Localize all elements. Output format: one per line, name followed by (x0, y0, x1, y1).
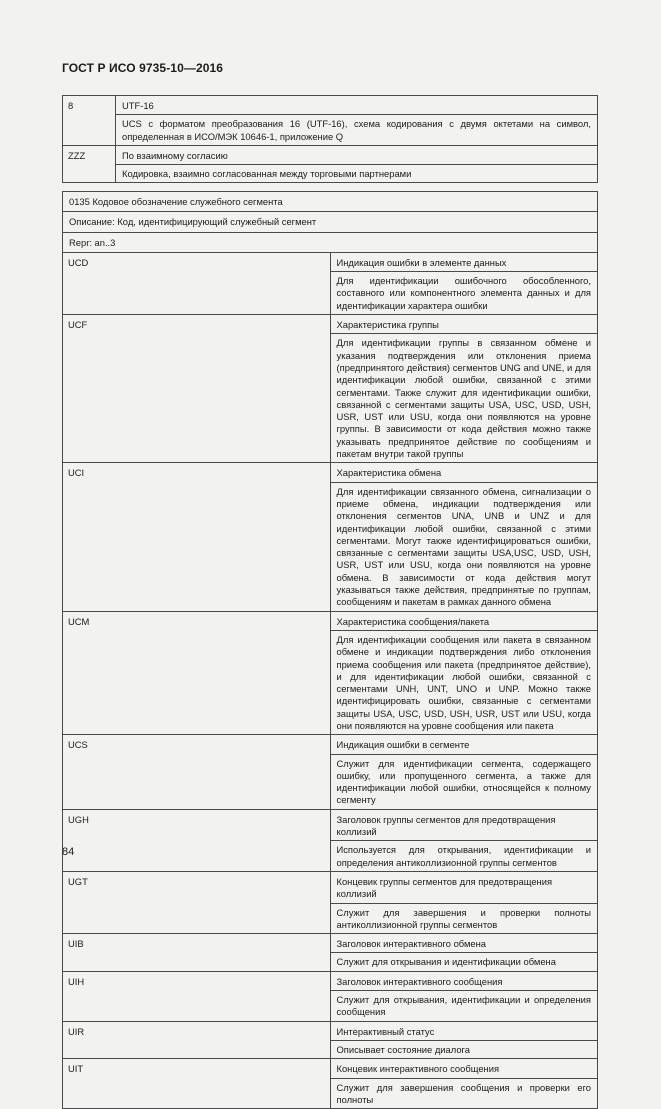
table-row (63, 971, 598, 1021)
entry-title: Интерактивный статус (331, 1022, 598, 1041)
description-cell (330, 1059, 598, 1109)
code-cell: UGT (63, 871, 331, 933)
code-cell: UCS (63, 735, 331, 809)
code-cell: UIR (63, 1021, 331, 1059)
entry-title: UTF-16 (116, 96, 597, 115)
entry-title: Заголовок интерактивного сообщения (331, 972, 598, 991)
entry-text: Для идентификации сообщения или пакета в связанном обмене и индикации подтверждения либо отклонения приема сообщения или пакета (предпринятое действие), и для идентификации любой ошибки, связанной с сегментами UNH, UNT, UNO и UNP. Можно также идентифицировать ошибки, связанные с сегментами защиты USA, USC, USD, USH, USR, UST или USU, когда они появляются на уровне сообщения или пакета (336, 633, 591, 731)
entry-text: Кодировка, взаимно согласованная между торговыми партнерами (122, 168, 412, 180)
table-description-row (63, 212, 598, 232)
entry-text: Для идентификации ошибочного обособленного, составного или компонентного элемента данных и для идентификации характера ошибки (336, 275, 591, 311)
entry-title: Концевик интерактивного сообщения (331, 1059, 598, 1078)
description-cell (330, 611, 598, 735)
table-repr-row (63, 232, 598, 252)
entry-title: Индикация ошибки в элементе данных (331, 253, 598, 272)
description-cell (330, 735, 598, 809)
entry-title: Концевик группы сегментов для предотвращения коллизий (331, 872, 598, 904)
code-cell: 8 (63, 96, 116, 146)
description-cell (330, 809, 598, 871)
table-repr: Repr: an..3 (63, 232, 598, 252)
entry-title: Характеристика группы (331, 315, 598, 334)
table-row (63, 252, 598, 314)
table-row (63, 809, 598, 871)
table-row (63, 96, 598, 146)
entry-title: Характеристика сообщения/пакета (331, 612, 598, 631)
table-heading-row (63, 192, 598, 212)
table-row (63, 611, 598, 735)
entry-text: Используется для открывания, идентификации и определения антиколлизионной группы сегментов (336, 844, 591, 868)
segment-code-table (62, 191, 598, 1109)
code-cell: ZZZ (63, 145, 116, 183)
description-cell (330, 252, 598, 314)
entry-text: UCS с форматом преобразования 16 (UTF-16), схема кодирования с двумя октетами на символ, определенная в ИСО/МЭК 10646-1, приложение Q (122, 118, 591, 142)
description-cell (330, 1021, 598, 1059)
entry-title: Индикация ошибки в сегменте (331, 735, 598, 754)
code-cell: UCD (63, 252, 331, 314)
table-row (63, 463, 598, 611)
code-cell: UIT (63, 1059, 331, 1109)
entry-title: Заголовок интерактивного обмена (331, 934, 598, 953)
table-row (63, 145, 598, 183)
table-row (63, 871, 598, 933)
entry-text: Описывает состояние диалога (336, 1043, 470, 1055)
description-cell (330, 463, 598, 611)
entry-text: Служит для завершения сообщения и проверки его полноты (336, 1081, 591, 1105)
description-cell (330, 971, 598, 1021)
code-cell: UCM (63, 611, 331, 735)
table-row (63, 735, 598, 809)
table-row (63, 1021, 598, 1059)
table-row (63, 934, 598, 972)
table-heading: 0135 Кодовое обозначение служебного сегмента (63, 192, 598, 212)
table1-body (63, 96, 598, 183)
table2-body (63, 192, 598, 253)
entry-text: Для идентификации группы в связанном обмене и указания подтверждения или отклонения приема (предпринятого действия) сегментов UNG and UNE, и для идентификации любой ошибки, связанной с этими сегментами. Также служит для идентификации ошибки, связанной с сегментами защиты USA, USC, USD, USH, USR, UST или USU, когда они появляются на уровне группы. В зависимости от кода действия можно также указывать предпринятое действие по сообщениям и пакетам внутри такой группы (336, 337, 591, 460)
description-cell (116, 145, 598, 183)
entry-text: Служит для открывания и идентификации обмена (336, 956, 556, 968)
entry-text: Для идентификации связанного обмена, сигнализации о приеме обмена, индикации подтверждения или отклонения сегментов UNA, UNB и UNZ и для идентификации любой ошибки, связанной с этими сегментами. Могут также идентифицироваться ошибки, связанные с сегментами защиты USA,USC, USD, USH, USR, UST или USU, когда они появляются на уровне обмена. В зависимости от кода действия могут указываться также действия, предпринятые по группам, сообщениям и пакетам в рамках данного обмена (336, 485, 591, 608)
entry-text: Служит для идентификации сегмента, содержащего ошибку, или пропущенного сегмента, а также для идентификации любой ошибки, относящейся к полному сегменту (336, 757, 591, 806)
entry-title: Характеристика обмена (331, 463, 598, 482)
entry-text: Служит для завершения и проверки полноты антиколлизионной группы сегментов (336, 906, 591, 930)
code-cell: UIB (63, 934, 331, 972)
description-cell (330, 934, 598, 972)
entry-title: Заголовок группы сегментов для предотвращения коллизий (331, 810, 598, 842)
description-cell (330, 871, 598, 933)
entry-title: По взаимному согласию (116, 146, 597, 165)
document-header: ГОСТ Р ИСО 9735-10—2016 (62, 61, 224, 75)
code-cell: UCF (63, 315, 331, 463)
table-description: Описание: Код, идентифицирующий служебный сегмент (63, 212, 598, 232)
table-row (63, 1059, 598, 1109)
table-row (63, 315, 598, 463)
description-cell (330, 315, 598, 463)
page-number: 84 (62, 846, 75, 858)
code-table-continued (62, 95, 598, 183)
code-cell: UGH (63, 809, 331, 871)
code-cell: UIH (63, 971, 331, 1021)
description-cell (116, 96, 598, 146)
code-cell: UCI (63, 463, 331, 611)
table2-rows (63, 252, 598, 1108)
entry-text: Служит для открывания, идентификации и определения сообщения (336, 994, 591, 1018)
